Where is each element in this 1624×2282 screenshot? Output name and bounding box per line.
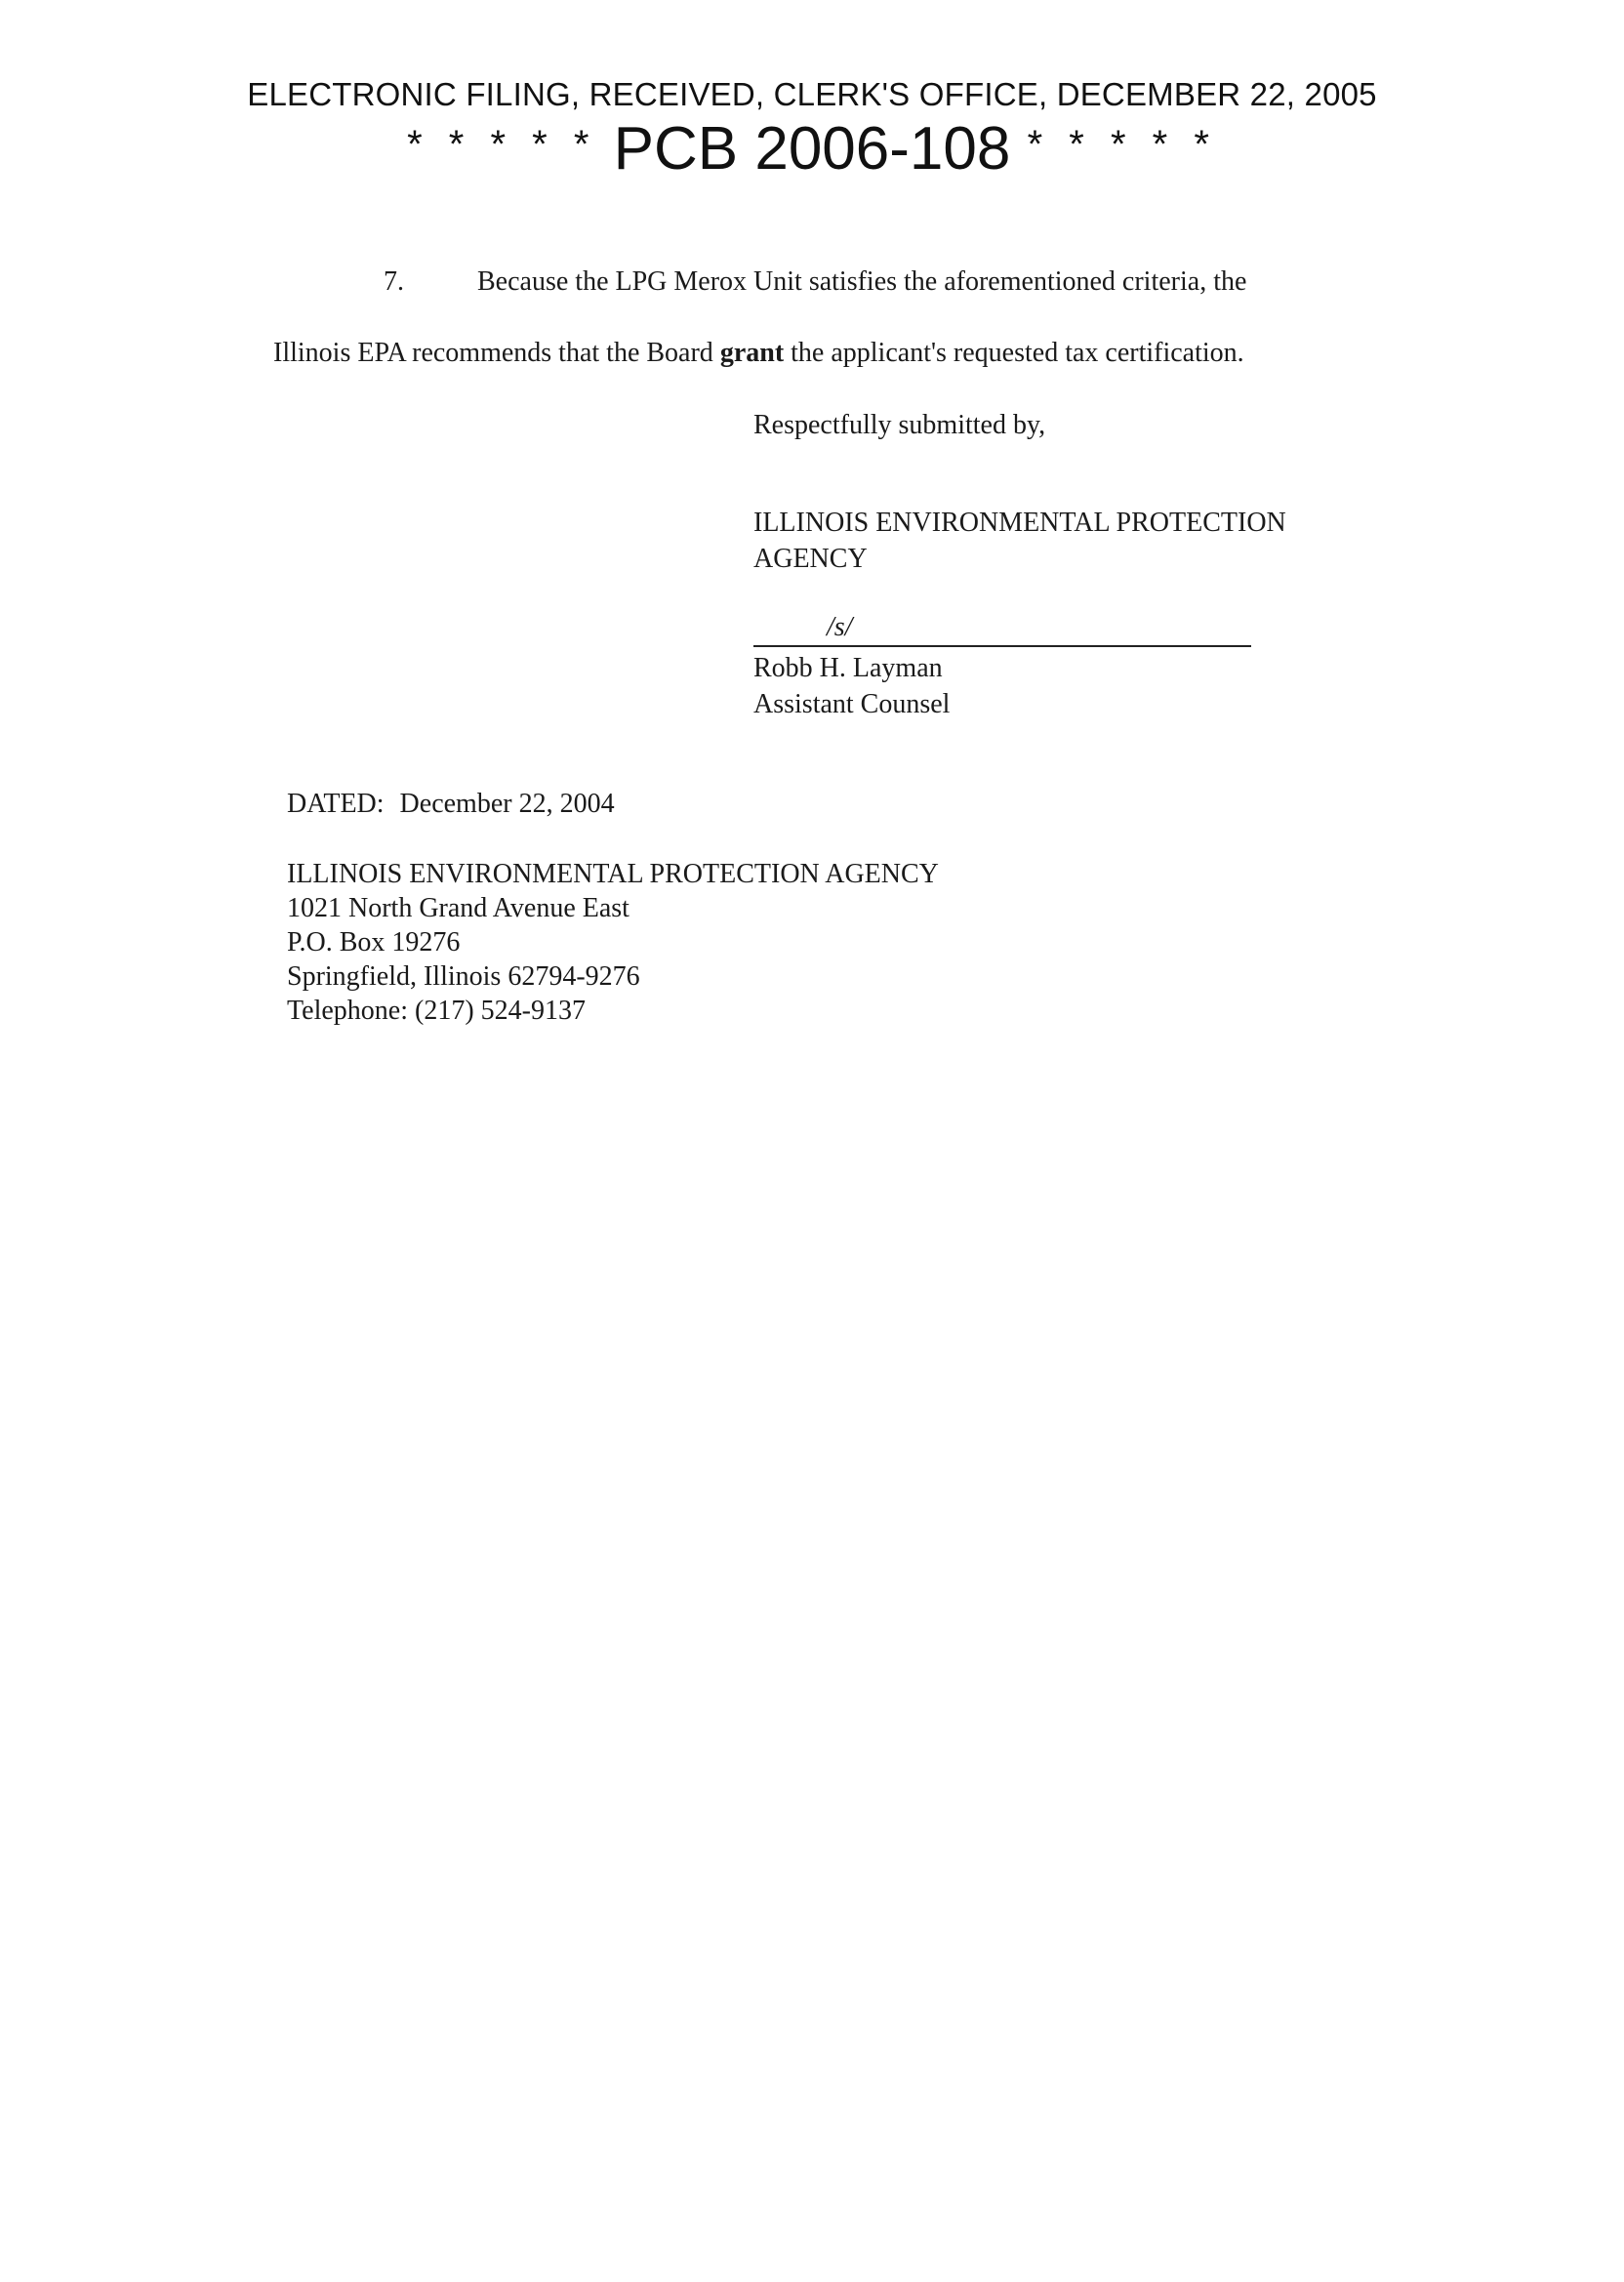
filing-stamp-text: ELECTRONIC FILING, RECEIVED, CLERK'S OFFICE, DECEMBER 22, 2005 (247, 76, 1377, 112)
stars-right: * * * * * (1027, 123, 1217, 166)
dated-line (287, 789, 615, 820)
filing-stamp-header (0, 76, 1624, 113)
signature-rule (753, 645, 1251, 647)
address-street: 1021 North Grand Avenue East (287, 893, 629, 923)
agency-signature-block (753, 505, 1286, 577)
dated-label: DATED: (287, 789, 385, 819)
paragraph-line-2-end: the applicant's requested tax certification. (784, 338, 1244, 368)
signature-line (753, 612, 1251, 651)
stars-left: * * * * * (407, 123, 597, 166)
agency-name-line-2: AGENCY (753, 544, 868, 574)
signer-name: Robb H. Layman (753, 653, 943, 683)
closing-line: Respectfully submitted by, (753, 410, 1046, 440)
paragraph-line-1: Because the LPG Merox Unit satisfies the aforementioned criteria, the (477, 266, 1247, 297)
signature-mark: /s/ (827, 612, 853, 642)
address-city: Springfield, Illinois 62794-9276 (287, 961, 640, 992)
address-po-box: P.O. Box 19276 (287, 927, 461, 958)
signer-block (753, 650, 950, 722)
address-agency-name: ILLINOIS ENVIRONMENTAL PROTECTION AGENCY (287, 859, 939, 889)
paragraph-line-2 (273, 337, 1244, 370)
address-telephone: Telephone: (217) 524-9137 (287, 996, 586, 1026)
case-number: PCB 2006-108 (613, 115, 1011, 183)
case-number-banner (0, 109, 1624, 184)
dated-value: December 22, 2004 (399, 789, 615, 819)
paragraph-line-2-start: Illinois EPA recommends that the Board (273, 338, 720, 368)
signer-title: Assistant Counsel (753, 689, 951, 719)
agency-name-line-1: ILLINOIS ENVIRONMENTAL PROTECTION (753, 508, 1286, 538)
paragraph-number: 7. (384, 266, 404, 297)
agency-address-block (287, 857, 939, 1028)
paragraph-bold-word: grant (719, 338, 785, 368)
